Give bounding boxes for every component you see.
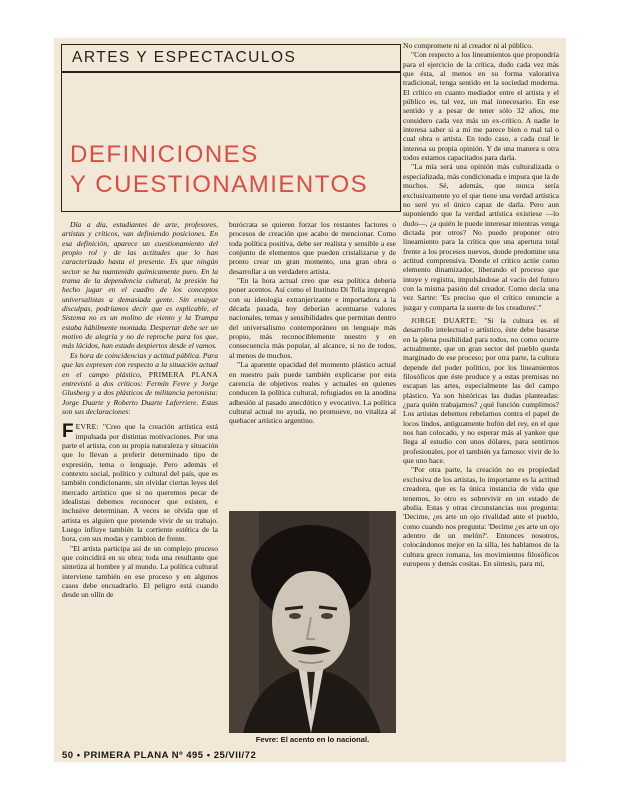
fevre-paragraph: [62, 422, 218, 543]
portrait-image: [229, 511, 396, 733]
speaker-label: JORGE DUARTE:: [411, 315, 478, 325]
photo-caption: Fevre: El acento en lo nacional.: [255, 735, 370, 744]
headline-line-1: DEFINICIONES: [70, 141, 259, 168]
intro-paragraph: [62, 351, 218, 416]
magazine-page: [54, 38, 566, 762]
duarte-paragraph: "Por otra parte, la creación no es propiedad exclusiva de los artistas, lo importante es la actitud creadora, que es la única instancia de vida que tenemos, lo otro es sobrevivir en un estado de abulia. Estas y otras circunstancias nos pregunta: 'Decime, ¿es arte un ojo rivalidad ante el pueblo, como cuando nos pregunta: 'Decime ¿es arte un ojo adentro de un melón?'. Entonces nosotros, colocándonos mejor en la silla, les hablamos de la cultura greco romana, los movimientos filosóficos europeos y demás cositas. En síntesis, para mí,: [403, 465, 559, 568]
article-column-1: [62, 220, 218, 751]
fevre-text: "Creo que la creación artística está impulsada por distintas motivaciones. Por una parte el artista, con su propia naturaleza y situación que lo llevan a preferir determinado tipo de expresión, tema o lenguaje. Pero además el contexto social, político y cultural del país, que es también condicionante, sin olvidar ciertas leyes del mercado artístico que si no queremos pecar de idealistas debemos reconocer que existen, e inclusive determinan. A veces se olvida que el artista es alguien que pretende vivir de su trabajo. Luego influye también la corriente estética de la hora, con sus modas y cambios de frente.: [62, 422, 218, 544]
intro-text-segment: Es hora de coincidencias y actitud pública. Para que las expresen con respecto a la situación actual en el campo plástico,: [62, 350, 218, 379]
section-label: ARTES Y ESPECTACULOS: [72, 49, 297, 66]
magazine-name: PRIMERA PLANA: [148, 369, 218, 379]
column-paragraph: "Con respecto a los lineamientos que propondría para el ejercicio de la crítica, dudo cada vez más que ésta, al menos en su forma valorativa tradicional, tenga sentido en la sociedad moderna. El crítico en cuanto mediador entre el artista y el público es, tal vez, un mal innecesario. En ese sentido y a pesar de tener sólo 32 años, me considero cada vez más un ex-crítico. A nadie le interesa saber si a mí me parece bien o mal tal o cual obra o artista. En todo caso, a cada cual le interesa su propia opinión. Y de una manera u otra todos estamos capacitados para darla.: [403, 50, 559, 163]
headline: [70, 140, 368, 200]
drop-cap: F: [62, 421, 74, 443]
intro-text-segment: entrevistó a dos críticos: Fermín Fevre y Jorge Glusberg y a dos plásticos de militancia peronista: Jorge Duarte y Roberto Duarte Laferriere. Estas son sus declaraciones:: [62, 378, 218, 416]
portrait-photo: [229, 511, 396, 733]
speaker-label: EVRE:: [75, 422, 99, 432]
column-paragraph: "La aparente opacidad del momento plástico actual en nuestro país puede también explicarse por esta carencia de objetivos reales y actuales en quienes conducen la política cultural, refugiados en la anodina adhesión al pasado anecdótico y evocativo. La política cultural actual no ayuda, no promueve, no vitaliza al quehacer artístico argentino.: [229, 360, 396, 426]
column-paragraph: burócrata se quieren forzar los restantes factores o procesos de creación que acabo de mencionar. Como toda política positiva, debe ser realista y sensible a ese conjunto de elementos que pueden cristalizarse y de pronto crear un gran momento, una gran obra o desarrollar a un verdadero artista.: [229, 220, 396, 276]
intro-text: [62, 220, 218, 416]
article-column-3: [403, 41, 559, 751]
column-paragraph: "La mía será una opinión más culturalizada o especializada, más condicionada e impura que la de muchos. Sé, además, que nunca sería exclusivamente yo el que tiene una verdad artística no seré yo el único capaz de darla. Pero aun suponiendo que la verdad artística existiese —lo dudo—, ¿a quién le puede interesar mientras venga dictada por otros? No puedo proponer otro lineamiento para la crítica que una apertura total frente a los procesos nuevos, donde predomine una actitud comprensiva. Donde el crítico actúe como elemento dinamizador, liberando el proceso que intuye y registra, impulsándose al vacío del futuro con la misma pasión del creador. Como decía una vez Sartre: 'Es preciso que el crítico renuncie a juzgar y comparta la suerte de los creadores'.": [403, 162, 559, 312]
section-rule: [62, 71, 400, 73]
title-box: [61, 44, 401, 212]
fevre-paragraph: "El artista participa así de un complejo proceso que coincidirá en su obra; toda una resultante que sintetiza al hombre y al mundo. La política cultural interviene también en ese proceso y en algunos casos debe encuadrarlo. El peligro está cuando desde un ollín de: [62, 543, 218, 600]
headline-line-2: Y CUESTIONAMIENTOS: [70, 171, 369, 198]
page-footer: 50 • PRIMERA PLANA Nº 495 • 25/VII/72: [62, 750, 257, 761]
duarte-text: "Si la cultura es el desarrollo intelectual o artístico, éste debe basarse en la plena posibilidad para todos, no como ocurre actualmente, que un gran sector del pueblo queda marginado de ese proceso; por otra parte, la cultura depende del poder político, por los lineamientos filosóficos que éste produce y a estas premisas no escapan las artes, especialmente las del campo plástico. Ya son históricas las dudas planteadas: ¿para quién trabajamos? ¿qué función cumplimos? Los artistas debemos rebelarnos contra el papel de locos lindos, antiguamente bufón del rey, en el que nos han colocado, y no esperar más al yankee que llega al estudio con unos dólares, para sentirnos profesionales, por el también ya famoso: vivir de lo que uno hace.: [403, 315, 559, 466]
column-paragraph: "En la hora actual creo que esa política debería poner acentos. Así como el Instituto Di Tella impregnó con su ideología extranjerizante e importadora a la década pasada, hoy deberían acentuarse valores nacionales, temas y sensibilidades que permitan dentro del universalismo contemporáneo un lenguaje más propio, más reconociblemente nuestro y en consecuencia más popular, al alcance, si no de todos, al menos de muchos.: [229, 276, 396, 360]
intro-paragraph: Día a día, estudiantes de arte, profesores, artistas y críticos, van definiendo posiciones. En esa definición, aparece un cuestionamiento del propio rol y de las actitudes que lo han caracterizado hasta el presente. Es que ningún sector se ha mantenido químicamente puro. En la trama de la dependencia cultural, la presión ha hecho jugar en el cuadro de los conceptos universalistas a demasiada gente. Sin ensayar disculpas, podríamos decir que es explicable, el Sistema no es un molino de viento y la Trampa estaba hábilmente montada. Despertar debe ser un motivo de alegría y no de reproche para los que, más lúcidos, han estado despiertos desde el vamos.: [62, 220, 218, 351]
column-paragraph: No compromete ni al creador ni al público.: [403, 41, 533, 50]
duarte-paragraph: [403, 316, 559, 466]
article-column-2: [229, 220, 396, 506]
